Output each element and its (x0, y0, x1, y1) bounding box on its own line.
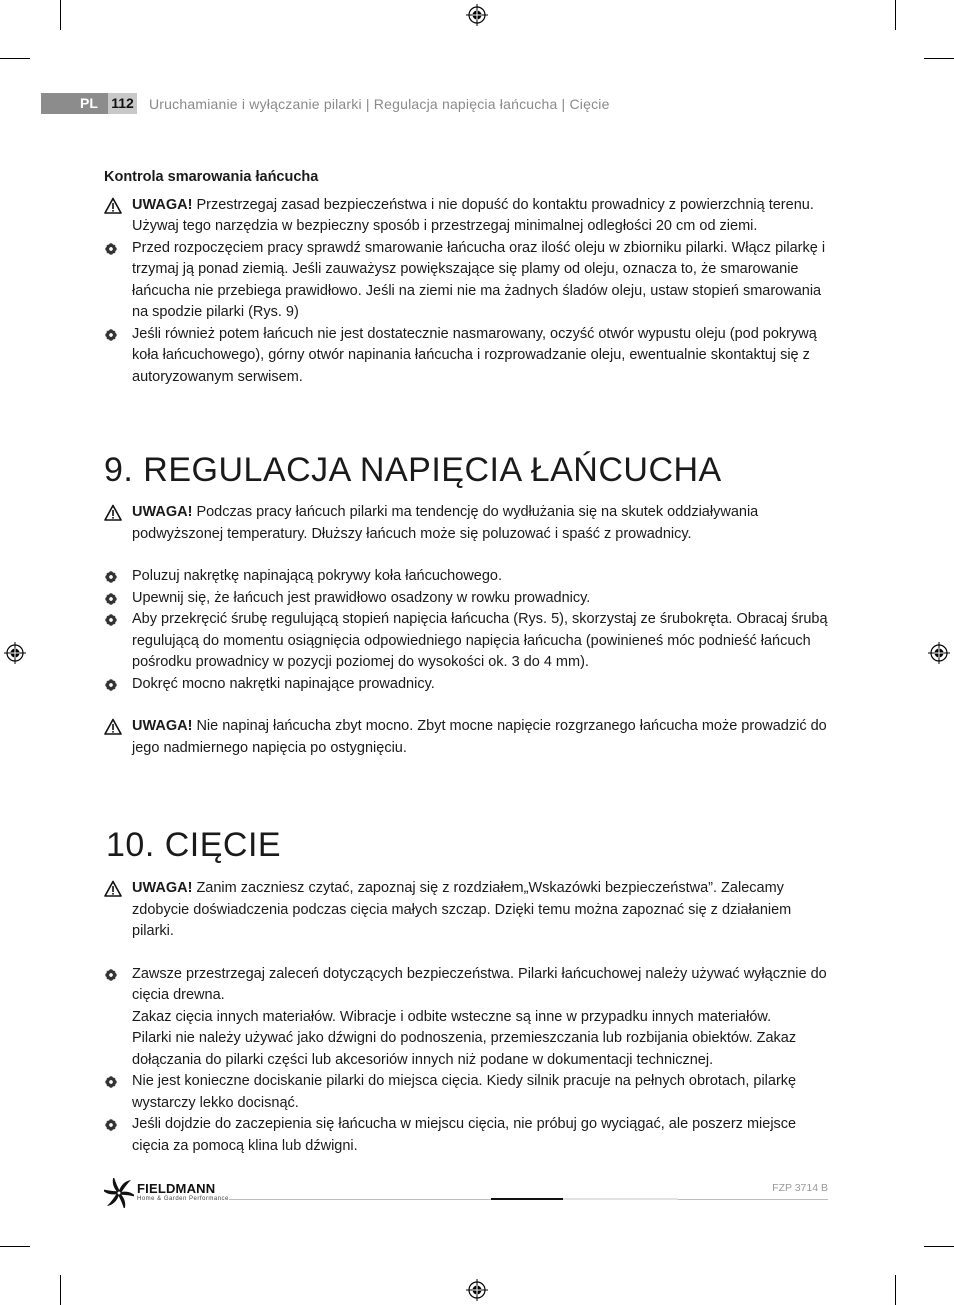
crop-mark (895, 0, 896, 30)
warning-triangle-icon (104, 504, 122, 522)
registration-mark-icon (466, 1279, 488, 1301)
flower-bullet-icon (105, 593, 117, 605)
spacer (104, 545, 830, 566)
flower-bullet-icon (105, 1119, 117, 1131)
footer-rule (491, 1198, 563, 1200)
flower-bullet-icon (105, 571, 117, 583)
list-item (104, 324, 830, 389)
sub-heading-lubrication: Kontrola smarowania łańcucha (104, 169, 319, 185)
registration-mark-icon (466, 4, 488, 26)
flower-bullet-icon (105, 614, 117, 626)
warning-text: Przestrzegaj zasad bezpieczeństwa i nie dopuść do kontaktu prowadnicy z powierzchnią terenu. Używaj tego narzędzia w bezpieczny sposób i przestrzegaj minimalnej odległości 20 cm od ziemi. (132, 196, 814, 234)
crop-mark (895, 1275, 896, 1305)
list-item (104, 674, 830, 696)
list-item-text: Nie jest konieczne dociskanie pilarki do miejsca cięcia. Kiedy silnik pracuje na pełnych obrotach, pilarkę wystarczy lekko docisnąć. (132, 1073, 797, 1111)
list-item (104, 1071, 830, 1114)
crop-mark (0, 1246, 30, 1247)
list-item-text: Pilarki nie należy używać jako dźwigni do podnoszenia, przemieszczania lub rozbijania obiektów. Zakaz dołączania do pilarki części lub akcesoriów innych niż podane w dokumentacji technicznej. (132, 1030, 797, 1068)
warning-paragraph (104, 195, 830, 238)
warning-text: Zanim zaczniesz czytać, zapoznaj się z rozdziałem„Wskazówki bezpieczeństwa”. Zalecamy zdobycie doświadczenia podczas cięcia małych szczap. Dzięki temu można zapoznać się z działaniem pilarki. (132, 880, 792, 939)
list-item-text: Zawsze przestrzegaj zaleceń dotyczących bezpieczeństwa. Pilarki łańcuchowej należy używać wyłącznie do cięcia drewna. (132, 965, 827, 1003)
warning-label: UWAGA! (132, 504, 193, 520)
crop-mark (924, 1246, 954, 1247)
list-item-text: Zakaz cięcia innych materiałów. Wibracje i odbite wsteczne są inne w przypadku innych materiałów. (132, 1008, 772, 1025)
page-number: 112 (108, 93, 137, 114)
language-code: PL (80, 95, 98, 111)
section-title-10: 10. CIĘCIE (106, 826, 282, 864)
list-item (104, 238, 830, 324)
warning-label: UWAGA! (132, 196, 193, 213)
warning-text: Podczas pracy łańcuch pilarki ma tendencję do wydłużania się na skutek oddziaływania podwyższonej temperatury. Dłuższy łańcuch może się poluzować i spaść z prowadnicy. (132, 504, 759, 542)
spacer (104, 943, 830, 964)
flower-bullet-icon (105, 969, 117, 981)
crop-mark (60, 1275, 61, 1305)
spacer (104, 695, 830, 716)
warning-label: UWAGA! (132, 880, 193, 896)
list-item (104, 566, 830, 588)
list-item (104, 1114, 830, 1157)
registration-mark-icon (928, 642, 950, 664)
footer-rule (678, 1199, 828, 1200)
flower-bullet-icon (105, 1076, 117, 1088)
list-item-text: Aby przekręcić śrubę regulującą stopień napięcia łańcucha (Rys. 5), skorzystaj ze śrubokręta. Obracaj śrubą regulującą do momentu osiągnięcia odpowiedniego napięcia łańcucha (powinieneś móc podnieść łańcuch pośrodku prowadnicy w pozycji poziomej do wysokości ok. 3 do 4 mm). (132, 611, 828, 670)
crop-mark (0, 58, 30, 59)
list-item-text: Dokręć mocno nakrętki napinające prowadnicy. (132, 675, 435, 692)
section-title-9: 9. REGULACJA NAPIĘCIA ŁAŃCUCHA (104, 451, 722, 489)
brand-tagline: Home & Garden Performance (137, 1196, 229, 1202)
warning-text: Nie napinaj łańcucha zbyt mocno. Zbyt mocne napięcie rozgrzanego łańcucha może prowadzić do jego nadmiernego napięcia po ostygnięciu. (132, 718, 827, 756)
crop-mark (60, 0, 61, 30)
list-item (104, 588, 830, 610)
footer-rule (229, 1199, 491, 1200)
warning-label: UWAGA! (132, 718, 193, 734)
running-header: Uruchamianie i wyłączanie pilarki | Regulacja napięcia łańcucha | Cięcie (149, 96, 610, 112)
list-item-text: Poluzuj nakrętkę napinającą pokrywy koła łańcuchowego. (132, 568, 502, 584)
footer-rule (563, 1198, 678, 1200)
warning-triangle-icon (104, 718, 122, 736)
warning-paragraph (104, 502, 830, 545)
warning-triangle-icon (104, 197, 122, 215)
warning-paragraph (104, 878, 830, 943)
flower-bullet-icon (105, 243, 117, 255)
model-code: FZP 3714 B (772, 1182, 828, 1194)
brand-name: FIELDMANN (137, 1181, 216, 1196)
list-item-text: Jeśli dojdzie do zaczepienia się łańcucha w miejscu cięcia, nie próbuj go wyciągać, ale poszerz miejsce cięcia za pomocą klina lub dźwigni. (132, 1116, 797, 1154)
fieldmann-fan-logo-icon (104, 1178, 134, 1208)
flower-bullet-icon (105, 329, 117, 341)
crop-mark (924, 58, 954, 59)
list-item-text: Przed rozpoczęciem pracy sprawdź smarowanie łańcucha oraz ilość oleju w zbiorniku pilarki. Włącz pilarkę i trzymaj ją ponad ziemią. Jeśli zauważysz powiększające się plamy od oleju, oznacza to, że smarowanie łańcucha nie przebiega prawidłowo. Jeśli na ziemi nie ma żadnych śladów oleju, ustaw stopień smarowania na spodzie pilarki (Rys. 9) (132, 239, 826, 320)
warning-paragraph (104, 716, 830, 759)
registration-mark-icon (4, 642, 26, 664)
flower-bullet-icon (105, 679, 117, 691)
page-content (104, 167, 830, 1157)
list-item (104, 609, 830, 674)
list-item-text: Jeśli również potem łańcuch nie jest dostatecznie nasmarowany, oczyść otwór wypustu oleju (pod pokrywą koła łańcuchowego), górny otwór napinania łańcucha i rozprowadzanie oleju, ewentualnie skontaktuj się z autoryzowanym serwisem. (132, 325, 817, 385)
list-item (104, 964, 830, 1072)
warning-triangle-icon (104, 880, 122, 898)
list-item-text: Upewnij się, że łańcuch jest prawidłowo osadzony w rowku prowadnicy. (132, 589, 591, 606)
